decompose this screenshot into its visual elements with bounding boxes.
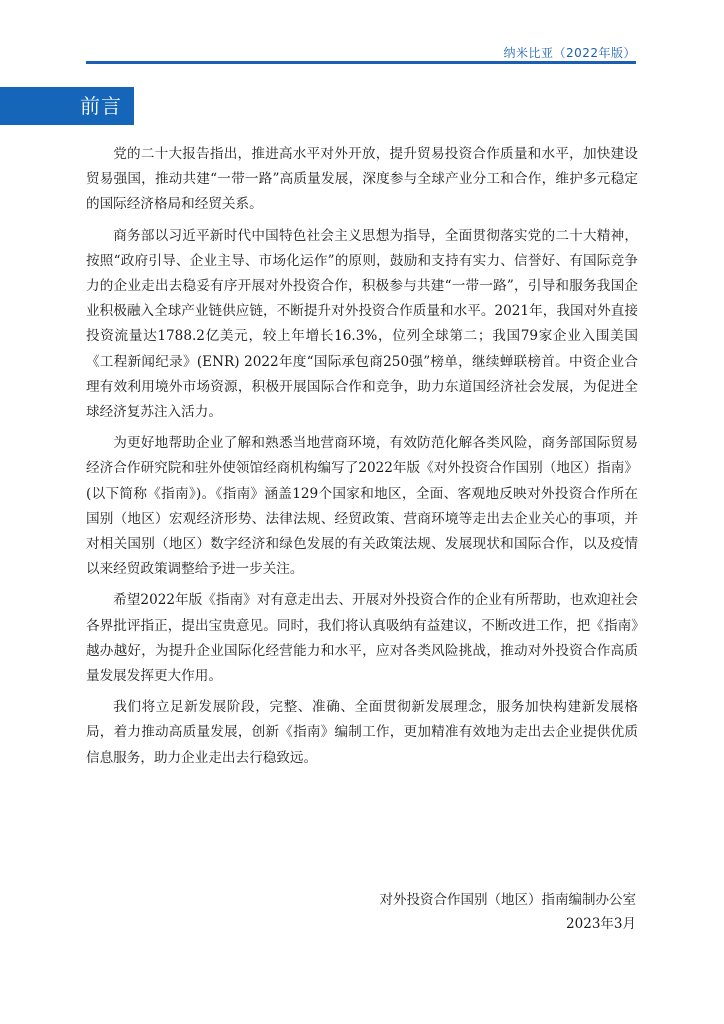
paragraph: 我们将立足新发展阶段，完整、准确、全面贯彻新发展理念，服务加快构建新发展格局，着力推动高质量发展，创新《指南》编制工作，更加精准有效地为走出去企业提供优质信息服务，助力企业走出去行稳致远。	[86, 699, 638, 766]
running-header: 纳米比亚（2022年版）	[503, 46, 636, 60]
paragraph: 为更好地帮助企业了解和熟悉当地营商环境，有效防范化解各类风险，商务部国际贸易经济合作研究院和驻外使领馆经商机构编写了2022年版《对外投资合作国别（地区）指南》(以下简称《指南》)。《指南》涵盖129个国家和地区，全面、客观地反映对外投资合作所在国别（地区）宏观经济形势、法律法规、经贸政策、营商环境等走出去企业关心的事项，并对相关国别（地区）数字经济和绿色发展的有关政策法规、发展现状和国际合作，以及疫情以来经贸政策调整给予进一步关注。	[86, 435, 638, 578]
section-title: 前言	[80, 94, 122, 118]
signature-office: 对外投资合作国别（地区）指南编制办公室	[379, 892, 636, 908]
preface-body	[86, 142, 638, 777]
header-divider	[86, 61, 636, 64]
signature-date: 2023年3月	[566, 916, 636, 932]
signature-block	[380, 888, 637, 936]
paragraph: 希望2022年版《指南》对有意走出去、开展对外投资合作的企业有所帮助，也欢迎社会各界批评指正，提出宝贵意见。同时，我们将认真吸纳有益建议，不断改进工作，把《指南》越办越好，为提升企业国际化经营能力和水平，应对各类风险挑战，推动对外投资合作高质量发展发挥更大作用。	[86, 592, 638, 685]
paragraph: 党的二十大报告指出，推进高水平对外开放，提升贸易投资合作质量和水平，加快建设贸易强国，推动共建“一带一路”高质量发展，深度参与全球产业分工和合作，维护多元稳定的国际经济格局和经贸关系。	[86, 146, 638, 213]
paragraph: 商务部以习近平新时代中国特色社会主义思想为指导，全面贯彻落实党的二十大精神，按照“政府引导、企业主导、市场化运作”的原则，鼓励和支持有实力、信誉好、有国际竞争力的企业走出去稳妥有序开展对外投资合作，积极参与共建“一带一路”，引导和服务我国企业积极融入全球产业链供应链，不断提升对外投资合作质量和水平。2021年，我国对外直接投资流量达1788.2亿美元，较上年增长16.3%，位列全球第二；我国79家企业入围美国《工程新闻纪录》(ENR) 2022年度“国际承包商250强”榜单，继续蝉联榜首。中资企业合理有效利用境外市场资源，积极开展国际合作和竞争，助力东道国经济社会发展，为促进全球经济复苏注入活力。	[86, 227, 638, 421]
